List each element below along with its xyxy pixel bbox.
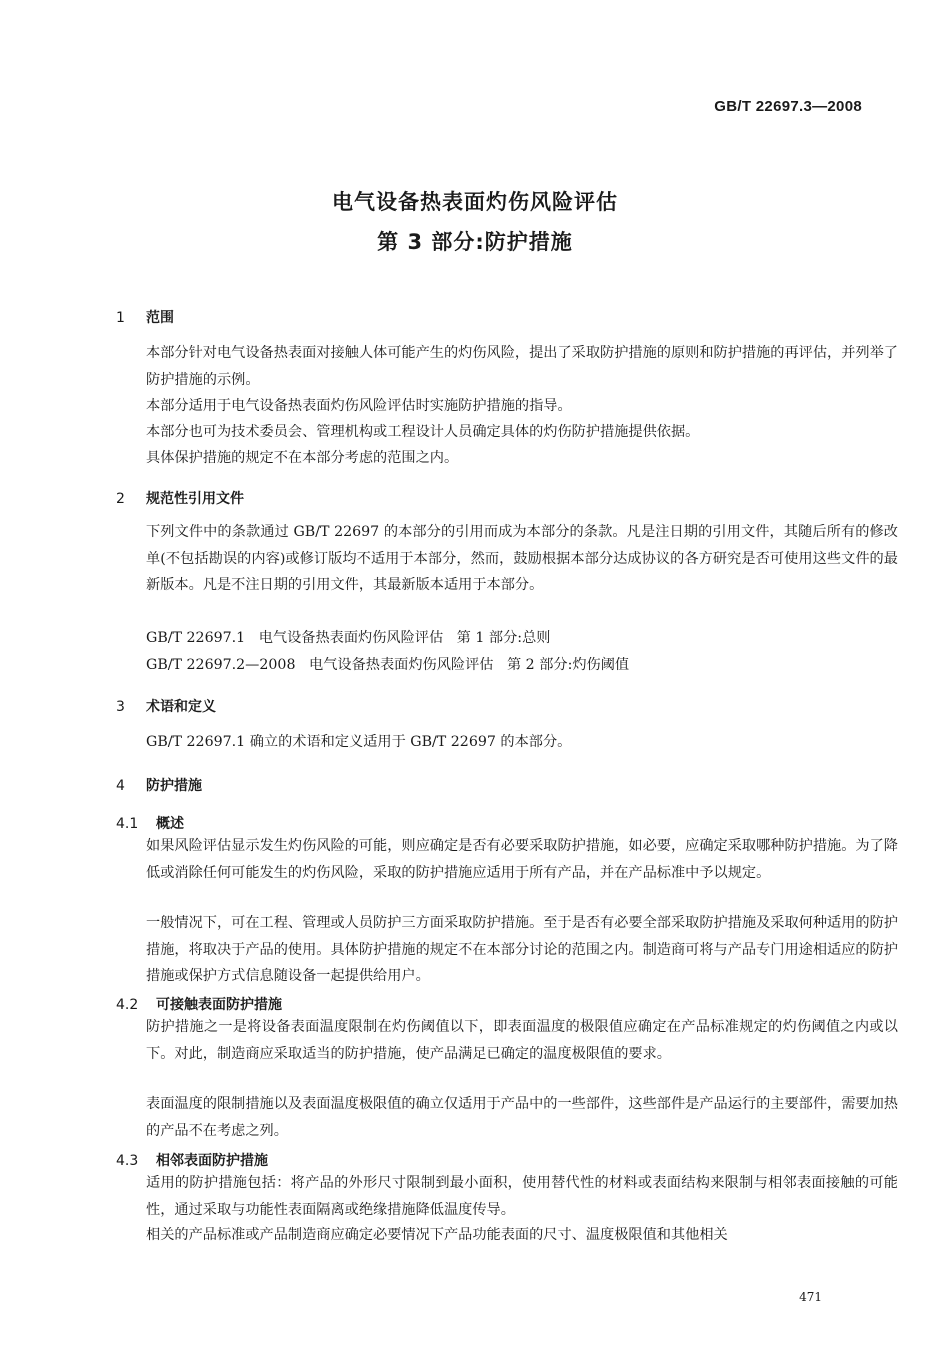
normative-reference: GB/T 22697.2—2008 电气设备热表面灼伤风险评估 第 2 部分:灼伤阈值 (146, 657, 630, 673)
section-number: 4 (116, 778, 125, 794)
paragraph: 本部分适用于电气设备热表面灼伤风险评估时实施防护措施的指导。 (146, 398, 572, 414)
paragraph: 相关的产品标准或产品制造商应确定必要情况下产品功能表面的尺寸、温度极限值和其他相关 (146, 1227, 728, 1243)
section-number: 3 (116, 699, 125, 715)
paragraph: 具体保护措施的规定不在本部分考虑的范围之内。 (146, 450, 459, 466)
page-number: 471 (799, 1290, 822, 1304)
paragraph: 表面温度的限制措施以及表面温度极限值的确立仅适用于产品中的一些部件，这些部件是产品运行的主要部件，需要加热的产品不在考虑之列。 (146, 1096, 898, 1139)
section-title: 规范性引用文件 (146, 491, 244, 507)
paragraph: 防护措施之一是将设备表面温度限制在灼伤阈值以下，即表面温度的极限值应确定在产品标准规定的灼伤阈值之内或以下。对此，制造商应采取适当的防护措施，使产品满足已确定的温度极限值的要求。 (146, 1019, 898, 1062)
paragraph: 一般情况下，可在工程、管理或人员防护三方面采取防护措施。至于是否有必要全部采取防护措施及采取何种适用的防护措施，将取决于产品的使用。具体防护措施的规定不在本部分讨论的范围之内。制造商可将与产品专门用途相适应的防护措施或保护方式信息随设备一起提供给用户。 (146, 915, 898, 984)
section-title: 概述 (156, 816, 184, 832)
section-title: 范围 (146, 310, 174, 326)
subsection-4-2-heading (116, 994, 282, 1014)
section-number: 1 (116, 310, 125, 326)
section-1-heading (116, 307, 174, 327)
subsection-4-1-heading (116, 813, 184, 833)
section-number: 4.3 (116, 1153, 139, 1169)
document-subtitle: 第 3 部分:防护措施 (377, 230, 573, 254)
paragraph: 本部分针对电气设备热表面对接触人体可能产生的灼伤风险，提出了采取防护措施的原则和防护措施的再评估，并列举了防护措施的示例。 (146, 345, 898, 388)
section-4-heading (116, 775, 202, 795)
section-number: 2 (116, 491, 125, 507)
paragraph: 下列文件中的条款通过 GB/T 22697 的本部分的引用而成为本部分的条款。凡是注日期的引用文件，其随后所有的修改单(不包括勘误的内容)或修订版均不适用于本部分，然而，鼓励根据本部分达成协议的各方研究是否可使用这些文件的最新版本。凡是不注日期的引用文件，其最新版本适用于本部分。 (146, 524, 898, 593)
section-3-heading (116, 696, 216, 716)
section-title: 术语和定义 (146, 699, 216, 715)
paragraph: 本部分也可为技术委员会、管理机构或工程设计人员确定具体的灼伤防护措施提供依据。 (146, 424, 700, 440)
section-number: 4.2 (116, 997, 139, 1013)
subsection-4-3-heading (116, 1150, 268, 1170)
paragraph: GB/T 22697.1 确立的术语和定义适用于 GB/T 22697 的本部分。 (146, 734, 572, 750)
normative-reference: GB/T 22697.1 电气设备热表面灼伤风险评估 第 1 部分:总则 (146, 630, 551, 646)
document-title: 电气设备热表面灼伤风险评估 (332, 190, 618, 214)
paragraph: 适用的防护措施包括：将产品的外形尺寸限制到最小面积，使用替代性的材料或表面结构来限制与相邻表面接触的可能性，通过采取与功能性表面隔离或绝缘措施降低温度传导。 (146, 1175, 898, 1218)
paragraph: 如果风险评估显示发生灼伤风险的可能，则应确定是否有必要采取防护措施，如必要，应确定采取哪种防护措施。为了降低或消除任何可能发生的灼伤风险，采取的防护措施应适用于所有产品，并在产品标准中予以规定。 (146, 838, 898, 881)
standard-code: GB/T 22697.3—2008 (714, 98, 862, 115)
section-number: 4.1 (116, 816, 139, 832)
section-title: 相邻表面防护措施 (156, 1153, 268, 1169)
section-title: 防护措施 (146, 778, 202, 794)
section-2-heading (116, 488, 244, 508)
section-title: 可接触表面防护措施 (156, 997, 282, 1013)
